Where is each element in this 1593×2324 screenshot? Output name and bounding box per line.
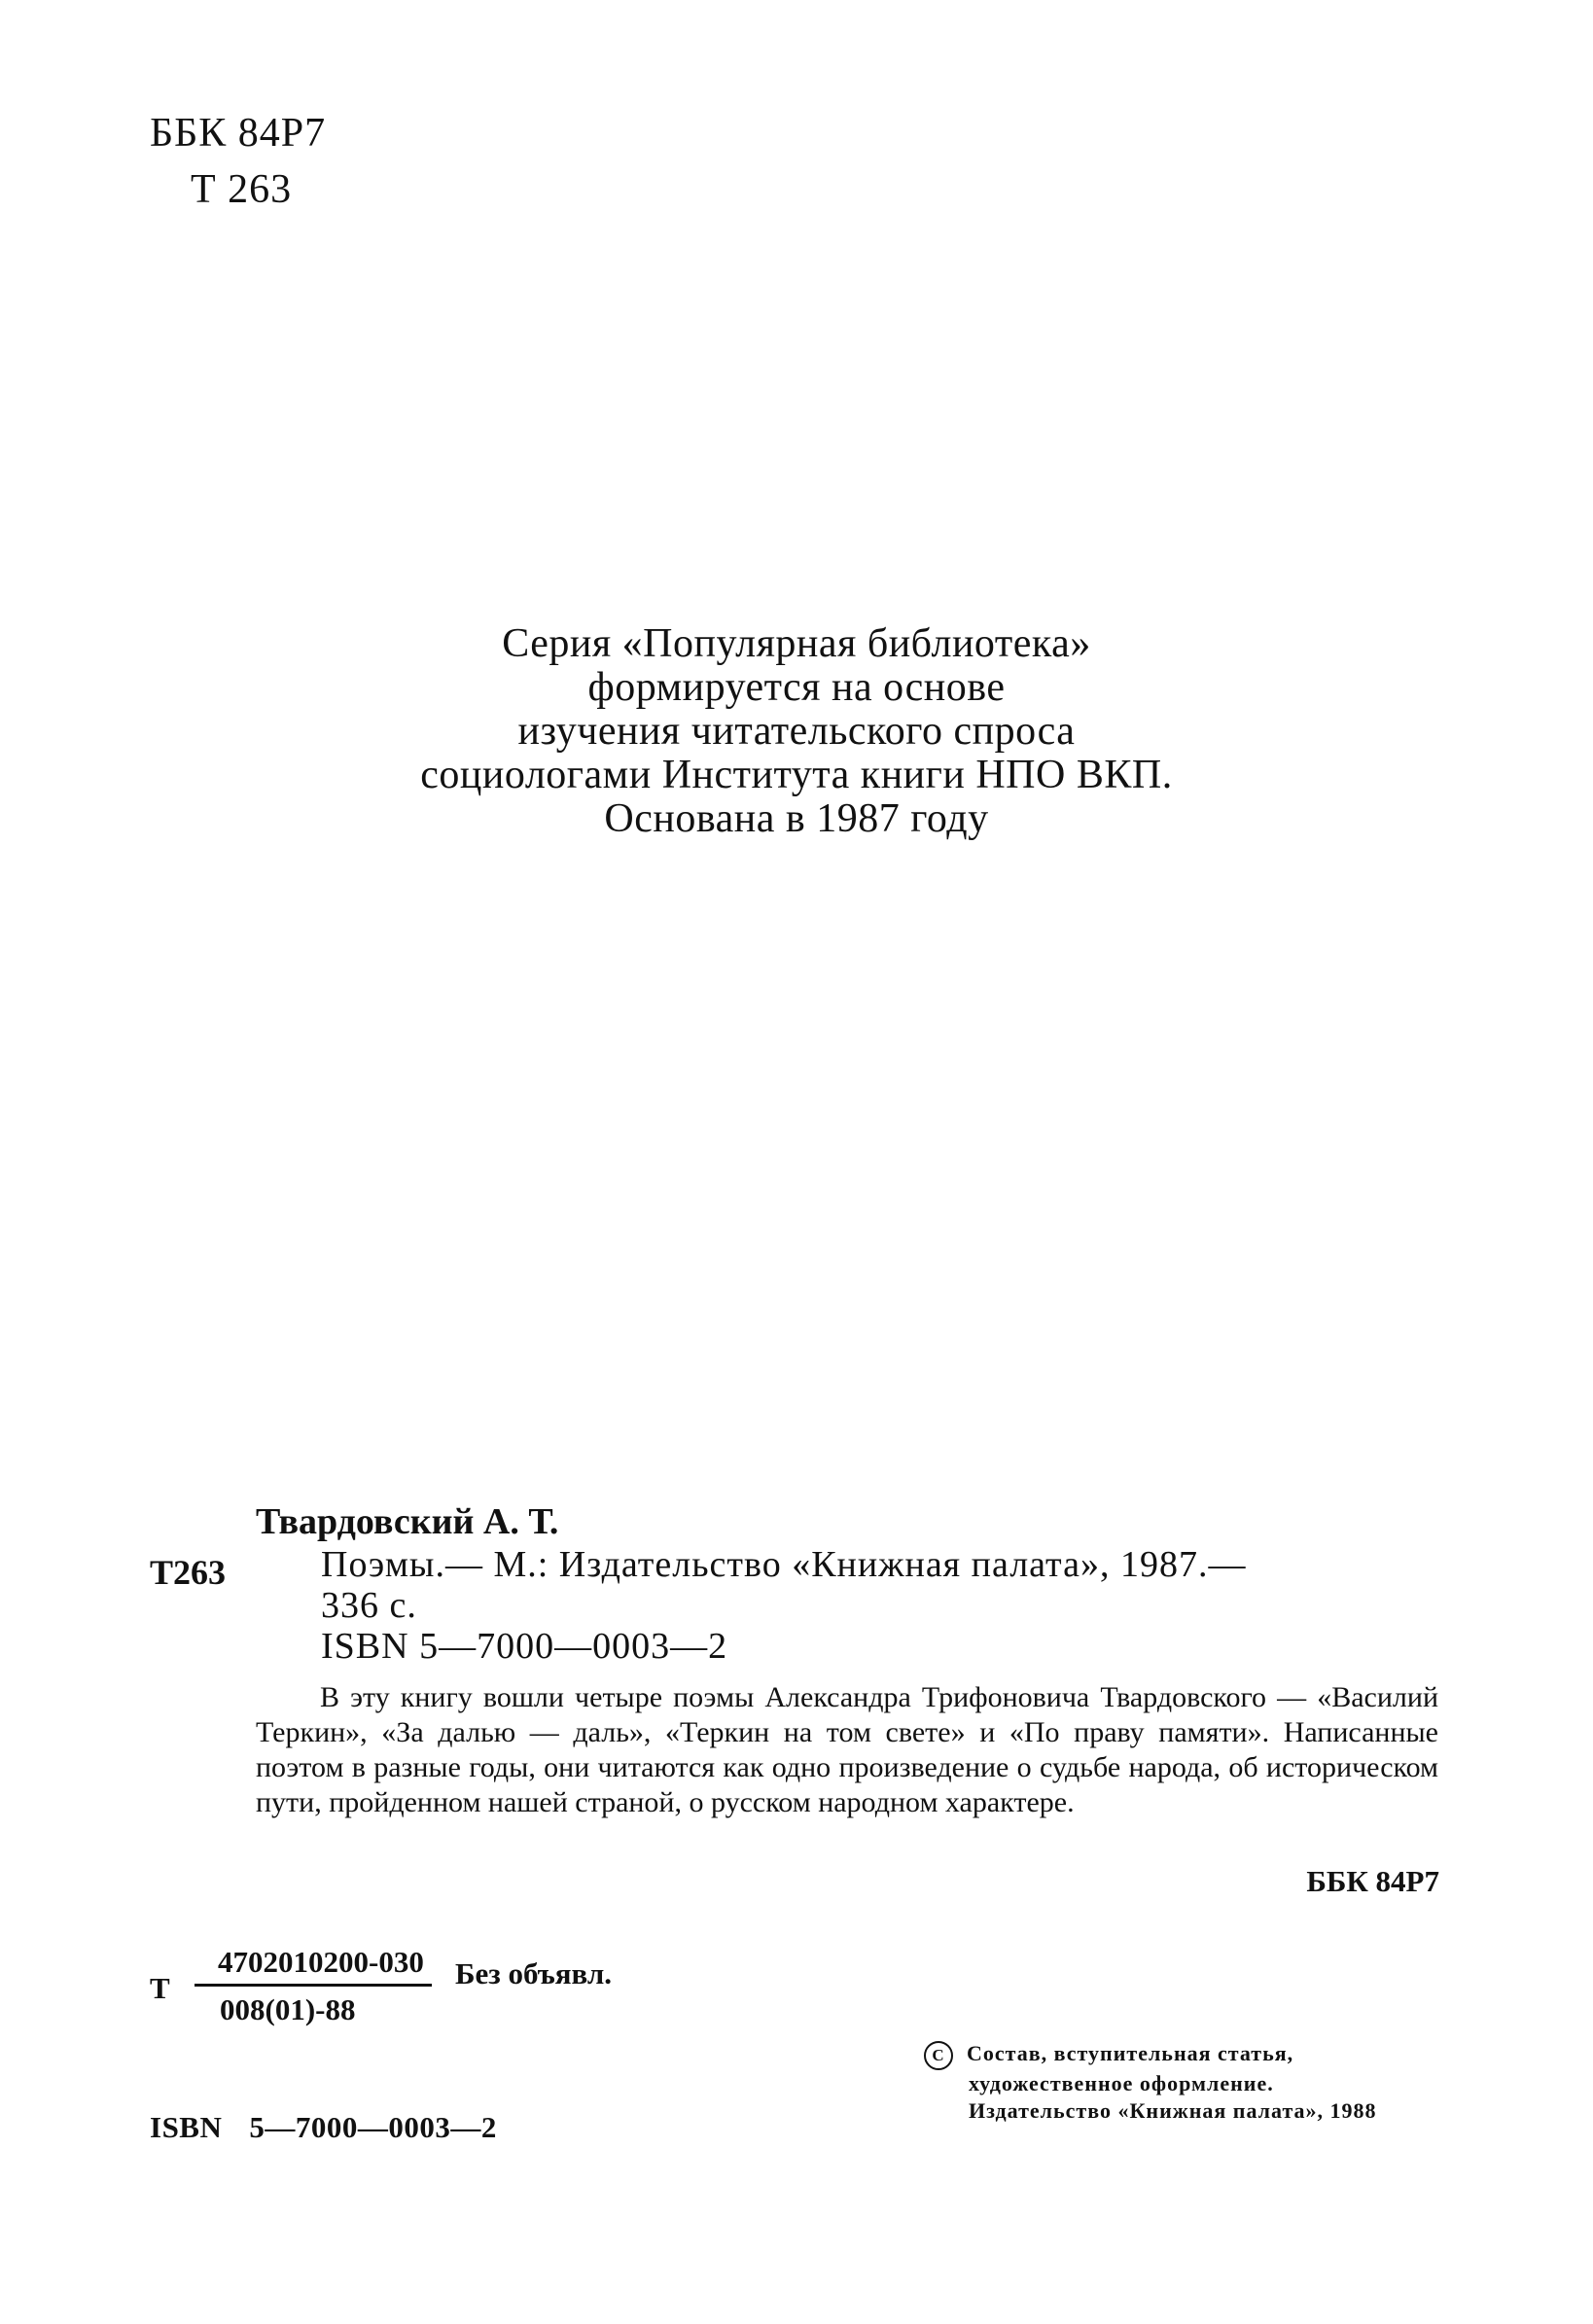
copyright-line: Издательство «Книжная палата», 1988 [969, 2097, 1377, 2123]
catalog-code: Т263 [150, 1553, 227, 1592]
series-line: Основана в 1987 году [604, 796, 989, 841]
top-classification [150, 105, 326, 218]
series-line: изучения читательского спроса [517, 709, 1076, 754]
catalog-author: Твардовский А. Т. [256, 1501, 559, 1542]
bibliographic-description [321, 1544, 1246, 1667]
copyright-icon: C [924, 2041, 953, 2070]
series-notice [0, 622, 1593, 841]
bib-line: Поэмы.— М.: Издательство «Книжная палата», 1987.— [321, 1544, 1247, 1585]
fraction-numerator: 4702010200-030 [195, 1943, 432, 1987]
bib-line: ISBN 5—7000—0003—2 [321, 1626, 728, 1667]
copyright-notice [924, 2040, 1377, 2125]
copyright-line: художественное оформление. [969, 2070, 1274, 2095]
copyright-line: Состав, вступительная статья, [967, 2041, 1294, 2065]
isbn-value: 5—7000—0003—2 [249, 2110, 497, 2144]
bbk-index: ББК 84Р7 [150, 111, 327, 156]
series-line: формируется на основе [587, 665, 1006, 710]
fraction-denominator: 008(01)-88 [220, 1992, 356, 2026]
author-mark: Т 263 [191, 167, 293, 212]
series-line: социологами Института книги НПО ВКП. [420, 753, 1173, 797]
fraction-note: Без объявл. [455, 1956, 613, 1990]
fraction-letter: Т [150, 1971, 170, 2005]
annotation: В эту книгу вошли четыре поэмы Александра Трифоновича Твардовского — «Василий Теркин», «За далью — даль», «Теркин на том свете» и «По праву памяти». Написанные поэтом в разные годы, они читаются как одно произведение о судьбе народа, об историческом пути, пройденном нашей страной, о русском народном характере. [256, 1681, 1438, 1818]
isbn-line [150, 2108, 497, 2147]
publisher-code-fraction [195, 1943, 432, 2029]
annotation-bbk: ББК 84Р7 [1306, 1864, 1439, 1898]
isbn-label: ISBN [150, 2110, 223, 2144]
bib-line: 336 с. [321, 1585, 417, 1626]
series-line: Серия «Популярная библиотека» [502, 621, 1091, 666]
